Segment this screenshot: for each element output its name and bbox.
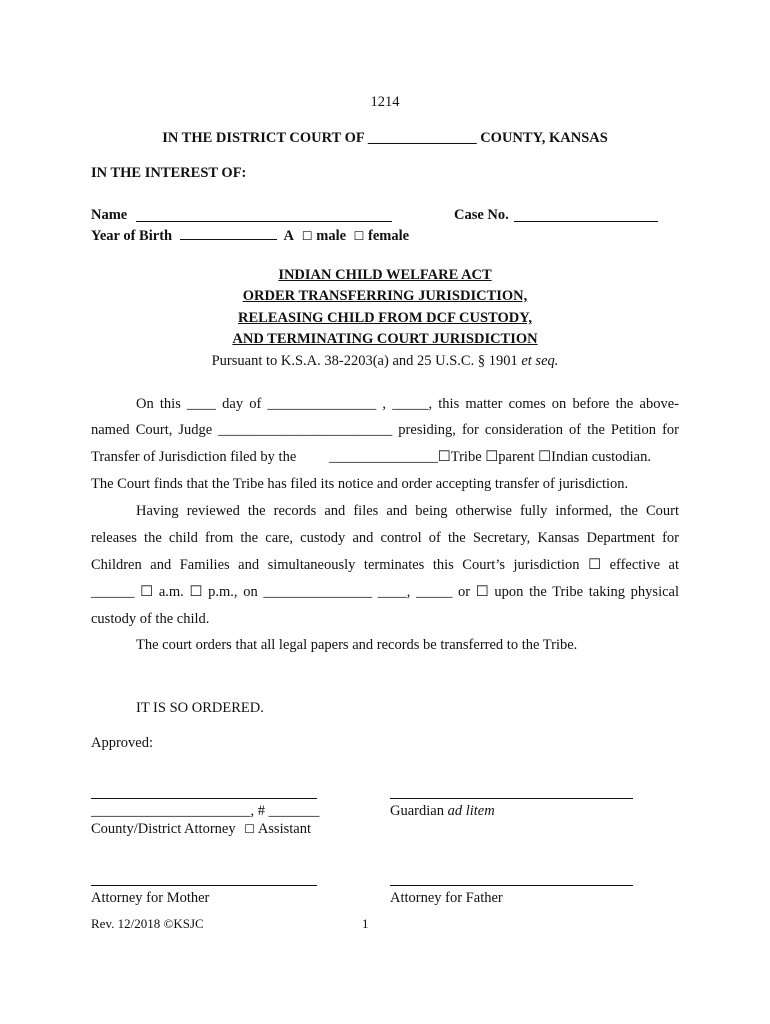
year-of-birth-row <box>91 228 409 245</box>
pursuant-text: Pursuant to K.S.A. 38-2203(a) and 25 U.S.C. § 1901 <box>211 353 518 369</box>
p3-line: The court orders that all legal papers and records be transferred to the Tribe. <box>136 637 578 653</box>
county-attorney-signature-line[interactable] <box>91 798 317 799</box>
male-label: male <box>316 228 347 244</box>
form-number: 1214 <box>370 94 400 110</box>
year-of-birth-field[interactable] <box>180 228 277 240</box>
so-ordered: IT IS SO ORDERED. <box>136 700 264 716</box>
title-line-3: RELEASING CHILD FROM DCF CUSTODY, <box>238 310 532 326</box>
mother-attorney-signature-line[interactable] <box>91 885 317 886</box>
p2-line-3: Children and Families and simultaneously terminates this Court’s jurisdiction ☐ effective at <box>91 557 679 573</box>
p2-line-5: custody of the child. <box>91 611 210 627</box>
title-line-1: INDIAN CHILD WELFARE ACT <box>278 267 492 283</box>
female-label: female <box>368 228 410 244</box>
guardian-ad-litem: ad litem <box>447 803 495 819</box>
p2-line-2: releases the child from the care, custody and control of the Secretary, Kansas Department for <box>91 530 679 546</box>
county-attorney-label: County/District Attorney <box>91 821 236 837</box>
name-label: Name <box>91 207 128 223</box>
female-checkbox[interactable]: ☐ <box>353 229 365 243</box>
court-heading: IN THE DISTRICT COURT OF _______________ COUNTY, KANSAS <box>162 130 608 146</box>
p1-line-2: named Court, Judge ________________________ presiding, for consideration of the Petition for <box>91 422 679 438</box>
case-no-field-line[interactable] <box>514 221 658 222</box>
p1-line-3a: Transfer of Jurisdiction filed by the <box>91 449 297 465</box>
title-line-2: ORDER TRANSFERRING JURISDICTION, <box>242 288 528 304</box>
guardian-label: Guardian <box>390 803 444 819</box>
male-checkbox[interactable]: ☐ <box>301 229 313 243</box>
approved-label: Approved: <box>91 735 154 751</box>
county-attorney-label-row <box>91 821 311 838</box>
assistant-label: Assistant <box>257 821 311 837</box>
p1-line-3b: _______________☐Tribe ☐parent ☐Indian custodian. <box>329 449 651 465</box>
p1-line-1: On this ____ day of _______________ , _____, this matter comes on before the above- <box>136 396 679 412</box>
attorney-mother-label: Attorney for Mother <box>91 890 210 906</box>
case-no-label: Case No. <box>454 207 509 223</box>
a-label: A <box>283 228 294 244</box>
p2-line-4: ______ ☐ a.m. ☐ p.m., on _______________ ____, _____ or ☐ upon the Tribe taking physical <box>91 584 679 600</box>
guardian-label-row <box>390 803 495 820</box>
pursuant-line <box>0 353 770 370</box>
title-line-4: AND TERMINATING COURT JURISDICTION <box>232 331 538 347</box>
father-attorney-signature-line[interactable] <box>390 885 633 886</box>
revision-footer: Rev. 12/2018 ©KSJC <box>91 916 204 931</box>
p2-line-1: Having reviewed the records and files and being otherwise fully informed, the Court <box>136 503 679 519</box>
year-of-birth-label: Year of Birth <box>91 228 173 244</box>
name-field-line[interactable] <box>136 221 392 222</box>
county-attorney-number-line[interactable]: ______________________, # _______ <box>91 803 320 819</box>
pursuant-et-seq: et seq. <box>521 353 559 369</box>
assistant-checkbox[interactable]: ☐ <box>244 822 255 836</box>
guardian-signature-line[interactable] <box>390 798 633 799</box>
attorney-father-label: Attorney for Father <box>390 890 503 906</box>
p1-line-4: The Court finds that the Tribe has filed its notice and order accepting transfer of jurisdiction. <box>91 476 629 492</box>
page-number: 1 <box>362 916 369 931</box>
interest-of-label: IN THE INTEREST OF: <box>91 165 247 181</box>
